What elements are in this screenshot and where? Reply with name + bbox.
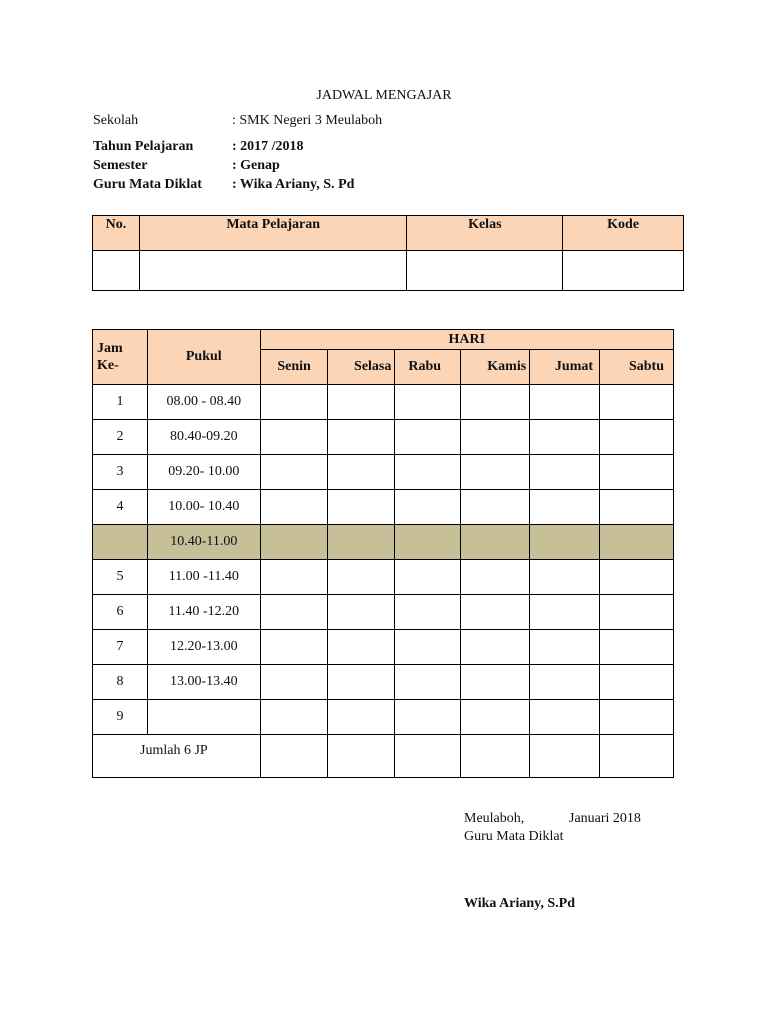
day-header-sabtu: Sabtu [600, 350, 674, 385]
row-jam: 8 [93, 665, 148, 700]
subject-header-row [93, 216, 684, 251]
cell-rabu[interactable] [395, 525, 461, 560]
schedule-row [93, 525, 674, 560]
total-cell-jumat[interactable] [530, 735, 600, 778]
cell-sabtu[interactable] [600, 630, 674, 665]
row-jam: 2 [93, 420, 148, 455]
schedule-row [93, 595, 674, 630]
cell-jumat[interactable] [530, 420, 600, 455]
cell-kamis[interactable] [461, 385, 530, 420]
day-header-kamis: Kamis [461, 350, 530, 385]
cell-senin[interactable] [260, 665, 328, 700]
cell-senin[interactable] [260, 630, 328, 665]
cell-rabu[interactable] [395, 385, 461, 420]
cell-selasa[interactable] [328, 420, 395, 455]
row-jam: 6 [93, 595, 148, 630]
cell-senin[interactable] [260, 700, 328, 735]
row-pukul: 13.00-13.40 [147, 665, 260, 700]
cell-selasa[interactable] [328, 700, 395, 735]
cell-rabu[interactable] [395, 630, 461, 665]
cell-sabtu[interactable] [600, 455, 674, 490]
row-jam: 3 [93, 455, 148, 490]
cell-jumat[interactable] [530, 385, 600, 420]
total-label: Jumlah 6 JP [93, 735, 261, 778]
subject-cell-mapel[interactable] [139, 251, 407, 291]
document-title: JADWAL MENGAJAR [316, 88, 452, 103]
signature-place: Meulaboh, [464, 811, 525, 826]
day-header-selasa: Selasa [328, 350, 395, 385]
cell-senin[interactable] [260, 525, 328, 560]
total-cell-sabtu[interactable] [600, 735, 674, 778]
cell-sabtu[interactable] [600, 665, 674, 700]
cell-selasa[interactable] [328, 560, 395, 595]
cell-senin[interactable] [260, 455, 328, 490]
cell-kamis[interactable] [461, 665, 530, 700]
cell-kamis[interactable] [461, 700, 530, 735]
signature-name: Wika Ariany, S.Pd [464, 896, 576, 911]
subject-cell-kelas[interactable] [407, 251, 563, 291]
cell-kamis[interactable] [461, 455, 530, 490]
schedule-row [93, 455, 674, 490]
row-pukul [147, 700, 260, 735]
schedule-row [93, 560, 674, 595]
cell-senin[interactable] [260, 420, 328, 455]
subject-cell-no[interactable] [93, 251, 140, 291]
cell-kamis[interactable] [461, 490, 530, 525]
cell-jumat[interactable] [530, 490, 600, 525]
row-pukul: 10.40-11.00 [147, 525, 260, 560]
info-label-semester: Semester [93, 158, 148, 173]
cell-selasa[interactable] [328, 665, 395, 700]
cell-senin[interactable] [260, 595, 328, 630]
row-pukul: 80.40-09.20 [147, 420, 260, 455]
row-pukul: 08.00 - 08.40 [147, 385, 260, 420]
cell-selasa[interactable] [328, 385, 395, 420]
schedule-table [92, 329, 674, 778]
subject-row [93, 251, 684, 291]
cell-kamis[interactable] [461, 525, 530, 560]
subject-cell-kode[interactable] [563, 251, 684, 291]
cell-rabu[interactable] [395, 455, 461, 490]
total-cell-kamis[interactable] [461, 735, 530, 778]
cell-sabtu[interactable] [600, 490, 674, 525]
cell-jumat[interactable] [530, 455, 600, 490]
cell-jumat[interactable] [530, 560, 600, 595]
row-pukul: 09.20- 10.00 [147, 455, 260, 490]
cell-rabu[interactable] [395, 490, 461, 525]
row-pukul: 11.40 -12.20 [147, 595, 260, 630]
cell-rabu[interactable] [395, 420, 461, 455]
row-jam: 4 [93, 490, 148, 525]
cell-selasa[interactable] [328, 525, 395, 560]
total-cell-rabu[interactable] [395, 735, 461, 778]
day-header-senin: Senin [260, 350, 328, 385]
cell-sabtu[interactable] [600, 420, 674, 455]
subject-table [92, 215, 684, 291]
total-cell-selasa[interactable] [328, 735, 395, 778]
cell-senin[interactable] [260, 490, 328, 525]
cell-jumat[interactable] [530, 525, 600, 560]
schedule-header-pukul: Pukul [147, 330, 260, 385]
info-value-sekolah: : SMK Negeri 3 Meulaboh [232, 113, 383, 128]
cell-jumat[interactable] [530, 630, 600, 665]
cell-sabtu[interactable] [600, 525, 674, 560]
subject-header-kelas: Kelas [407, 216, 563, 251]
schedule-row [93, 490, 674, 525]
cell-kamis[interactable] [461, 595, 530, 630]
info-value-tahun: : 2017 /2018 [232, 139, 304, 154]
schedule-header-hari: HARI [260, 330, 673, 350]
schedule-header-row-1 [93, 330, 674, 350]
schedule-row [93, 665, 674, 700]
subject-header-no: No. [93, 216, 140, 251]
schedule-row [93, 630, 674, 665]
cell-jumat[interactable] [530, 700, 600, 735]
cell-jumat[interactable] [530, 595, 600, 630]
signature-date: Januari 2018 [569, 811, 641, 826]
cell-sabtu[interactable] [600, 560, 674, 595]
info-label-tahun: Tahun Pelajaran [93, 139, 194, 154]
schedule-row [93, 420, 674, 455]
day-header-jumat: Jumat [530, 350, 600, 385]
cell-jumat[interactable] [530, 665, 600, 700]
cell-rabu[interactable] [395, 560, 461, 595]
signature-role: Guru Mata Diklat [464, 829, 564, 844]
row-pukul: 12.20-13.00 [147, 630, 260, 665]
row-jam: 7 [93, 630, 148, 665]
cell-senin[interactable] [260, 385, 328, 420]
cell-selasa[interactable] [328, 595, 395, 630]
info-value-semester: : Genap [232, 158, 280, 173]
cell-rabu[interactable] [395, 595, 461, 630]
schedule-row [93, 385, 674, 420]
cell-sabtu[interactable] [600, 595, 674, 630]
cell-rabu[interactable] [395, 665, 461, 700]
cell-rabu[interactable] [395, 700, 461, 735]
info-label-sekolah: Sekolah [93, 113, 139, 128]
row-pukul: 11.00 -11.40 [147, 560, 260, 595]
cell-kamis[interactable] [461, 560, 530, 595]
cell-selasa[interactable] [328, 630, 395, 665]
cell-sabtu[interactable] [600, 700, 674, 735]
schedule-body [93, 385, 674, 735]
cell-selasa[interactable] [328, 490, 395, 525]
cell-senin[interactable] [260, 560, 328, 595]
total-cell-senin[interactable] [260, 735, 328, 778]
cell-sabtu[interactable] [600, 385, 674, 420]
subject-header-mapel: Mata Pelajaran [139, 216, 407, 251]
day-header-rabu: Rabu [395, 350, 461, 385]
cell-selasa[interactable] [328, 455, 395, 490]
total-row [93, 735, 674, 778]
row-jam [93, 525, 148, 560]
cell-kamis[interactable] [461, 630, 530, 665]
schedule-row [93, 700, 674, 735]
info-label-guru: Guru Mata Diklat [93, 177, 202, 192]
cell-kamis[interactable] [461, 420, 530, 455]
subject-header-kode: Kode [563, 216, 684, 251]
info-value-guru: : Wika Ariany, S. Pd [232, 177, 355, 192]
schedule-header-jam: Jam Ke- [93, 330, 148, 385]
row-jam: 9 [93, 700, 148, 735]
row-pukul: 10.00- 10.40 [147, 490, 260, 525]
row-jam: 1 [93, 385, 148, 420]
row-jam: 5 [93, 560, 148, 595]
